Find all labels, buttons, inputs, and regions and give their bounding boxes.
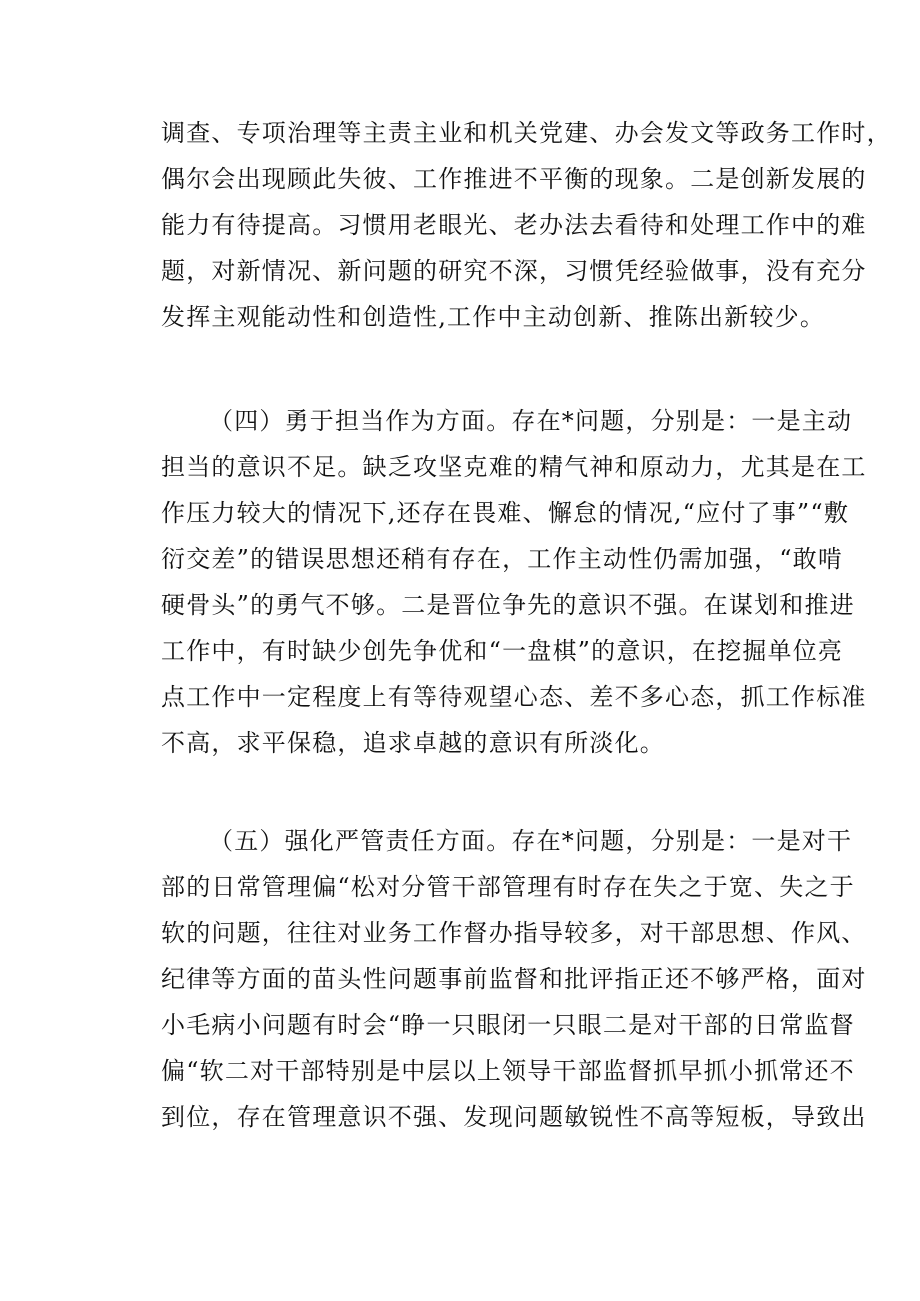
text-line: 偏“软二对干部特别是中层以上领导干部监督抓早抓小抓常还不 bbox=[161, 1057, 855, 1085]
text-line: 小毛病小问题有时会“睁一只眼闭一只眼二是对干部的日常监督 bbox=[161, 1011, 855, 1039]
text-line: 到位，存在管理意识不强、发现问题敏锐性不高等短板，导致出 bbox=[161, 1103, 867, 1131]
text-line: 衍交差”的错误思想还稍有存在，工作主动性仍需加强，“敢啃 bbox=[161, 545, 844, 573]
text-line: 调查、专项治理等主责主业和机关党建、办会发文等政务工作时， bbox=[161, 119, 892, 147]
section-heading-line: （四）勇于担当作为方面。存在*问题，分别是：一是主动 bbox=[209, 407, 853, 435]
text-line: 作压力较大的情况下,还存在畏难、懈怠的情况,“应付了事”“敷 bbox=[161, 499, 850, 527]
text-line: 工作中，有时缺少创先争优和“一盘棋”的意识，在挖掘单位亮 bbox=[161, 637, 844, 665]
text-line: 点工作中一定程度上有等待观望心态、差不多心态，抓工作标准 bbox=[161, 683, 867, 711]
text-line: 能力有待提高。习惯用老眼光、老办法去看待和处理工作中的难 bbox=[161, 211, 867, 239]
text-line: 部的日常管理偏“松对分管干部管理有时存在失之于宽、失之于 bbox=[161, 873, 855, 901]
text-line: 硬骨头”的勇气不够。二是晋位争先的意识不强。在谋划和推进 bbox=[161, 591, 855, 619]
text-line: 软的问题，往往对业务工作督办指导较多，对干部思想、作风、 bbox=[161, 919, 867, 947]
text-line: 不高，求平保稳，追求卓越的意识有所淡化。 bbox=[161, 729, 665, 757]
text-line: 担当的意识不足。缺乏攻坚克难的精气神和原动力，尤其是在工 bbox=[161, 453, 867, 481]
text-line: 纪律等方面的苗头性问题事前监督和批评指正还不够严格，面对 bbox=[161, 965, 867, 993]
section-four-paragraph bbox=[161, 398, 867, 766]
paragraph-continuation bbox=[161, 110, 892, 340]
text-line: 发挥主观能动性和创造性,工作中主动创新、推陈出新较少。 bbox=[161, 303, 826, 331]
text-line: 题，对新情况、新问题的研究不深，习惯凭经验做事，没有充分 bbox=[161, 257, 867, 285]
text-line: 偶尔会出现顾此失彼、工作推进不平衡的现象。二是创新发展的 bbox=[161, 165, 867, 193]
section-heading-line: （五）强化严管责任方面。存在*问题，分别是：一是对干 bbox=[209, 827, 853, 855]
section-five-paragraph bbox=[161, 818, 867, 1140]
